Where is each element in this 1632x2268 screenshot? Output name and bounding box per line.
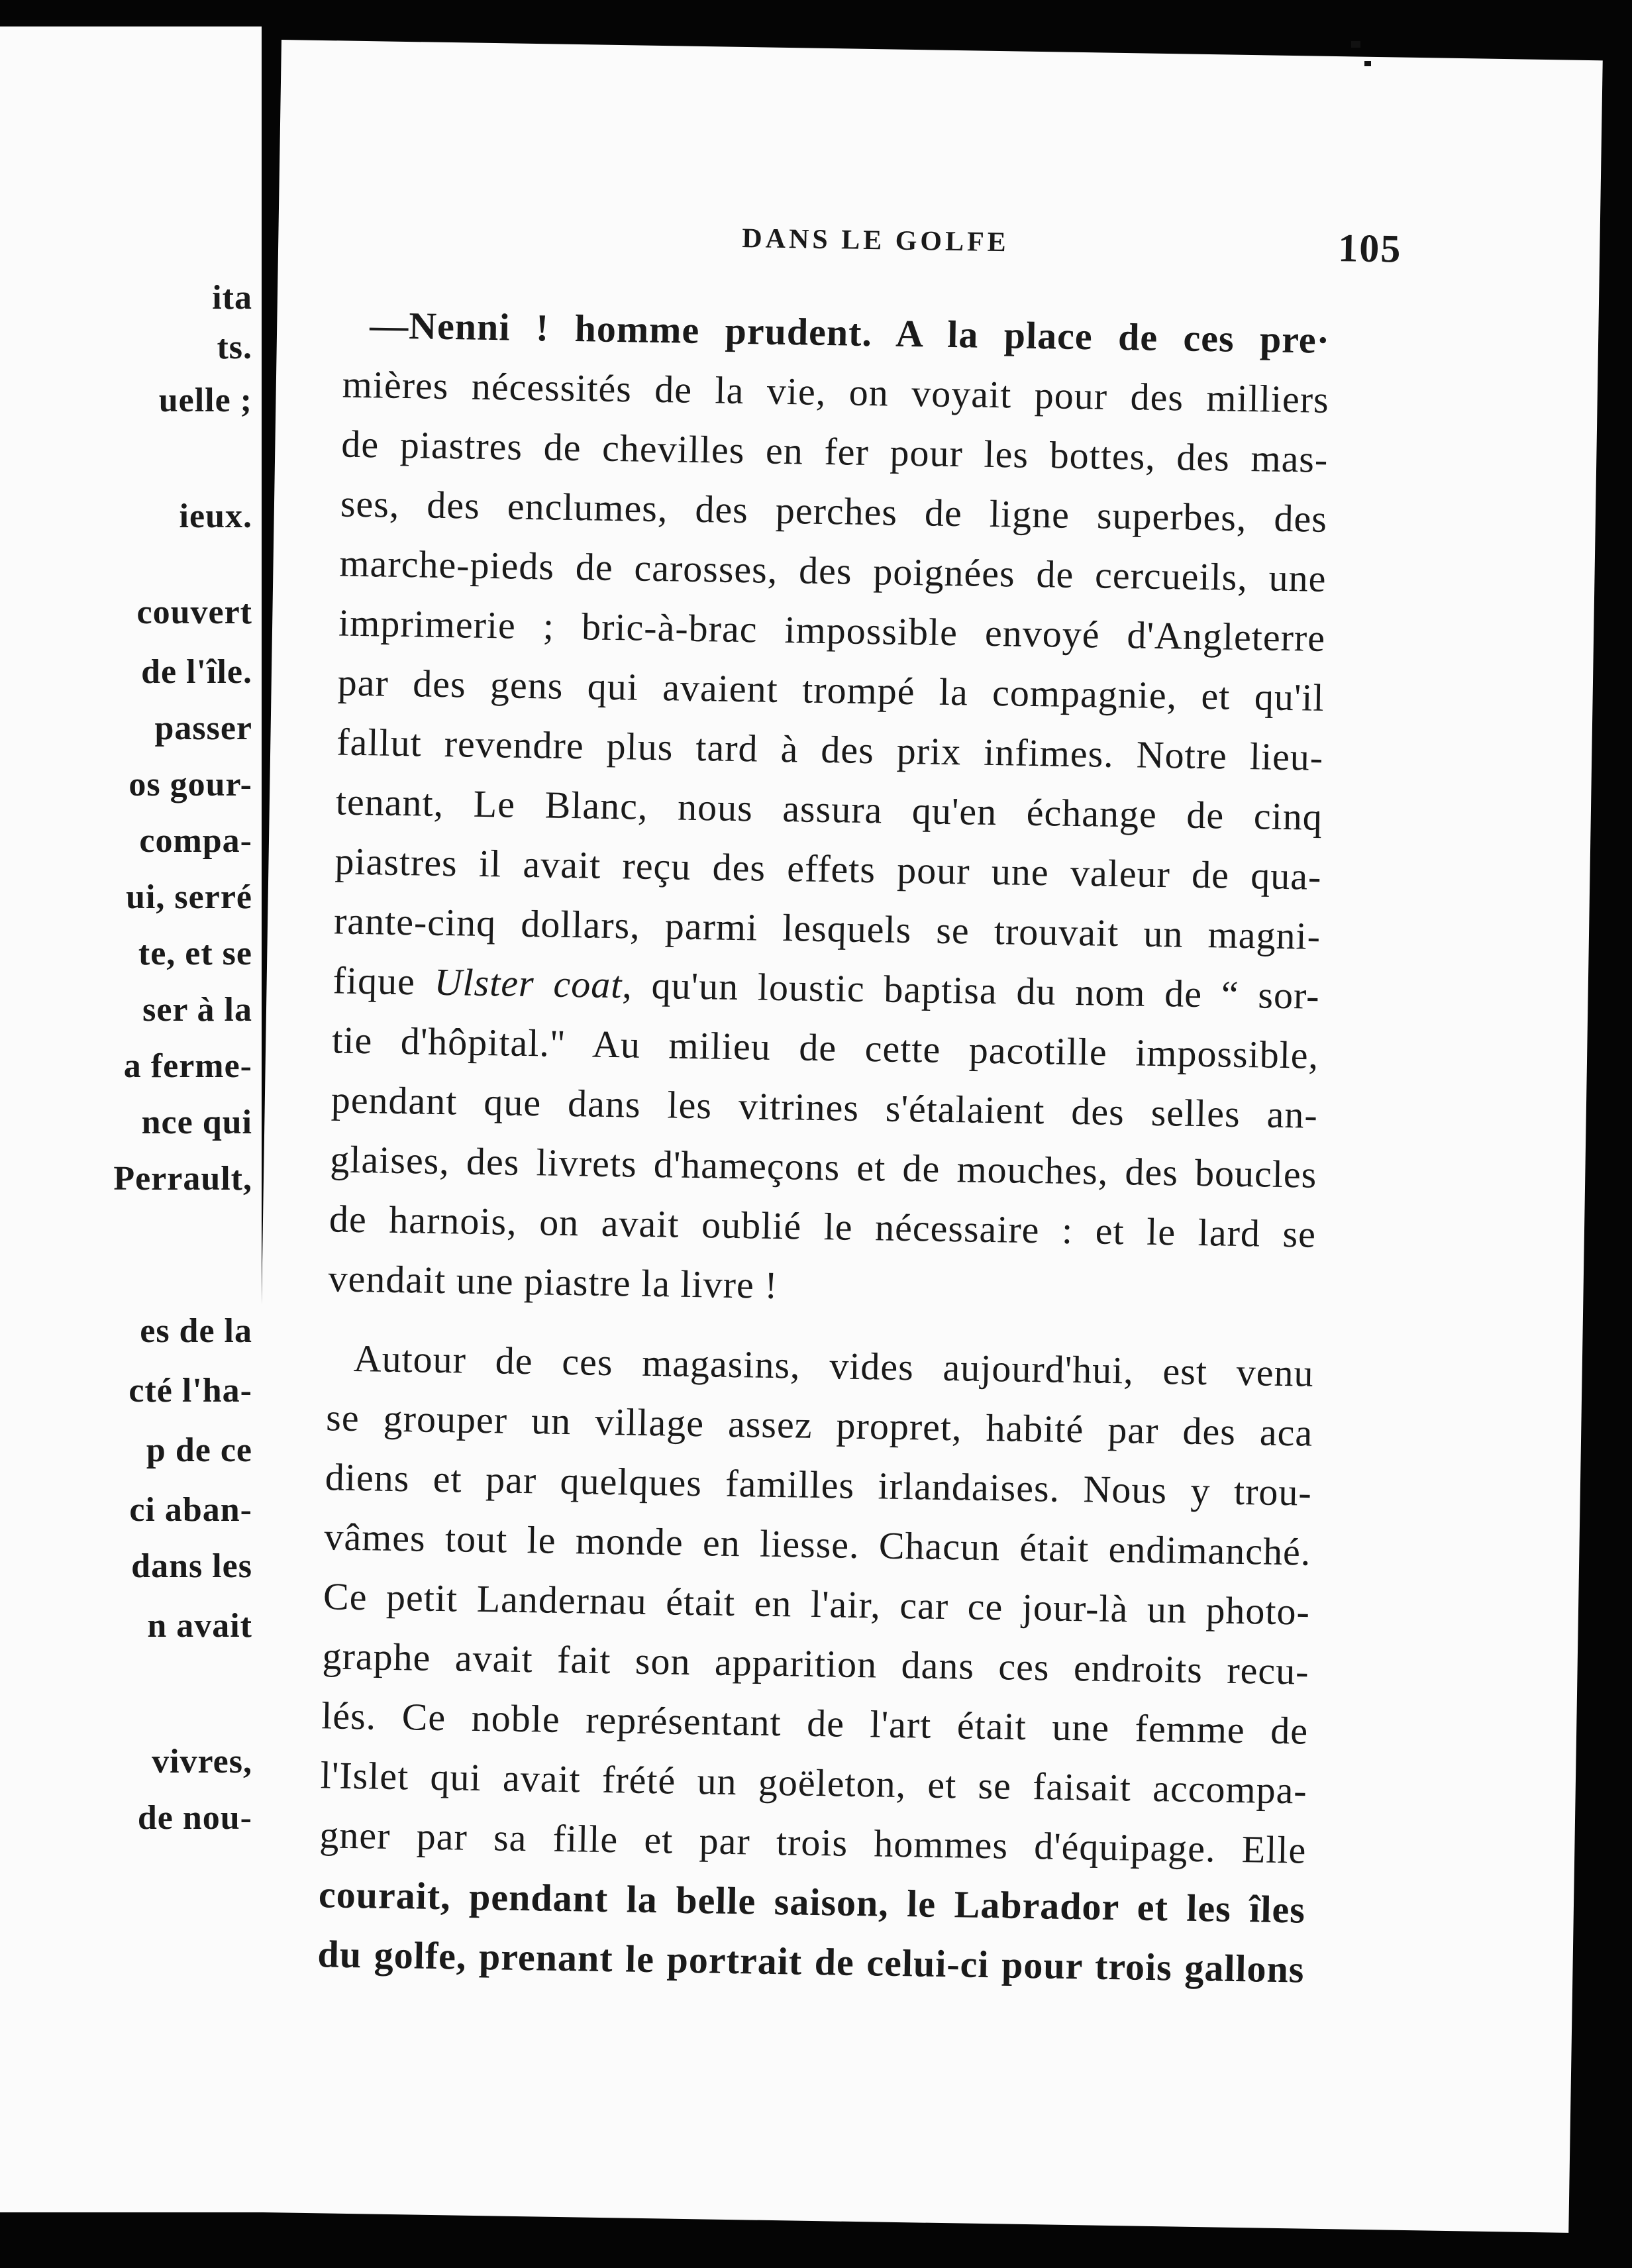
- left-line: de l'île.: [141, 653, 252, 691]
- text-line: mières nécessités de la vie, on voyait pour des milliers: [342, 362, 1330, 421]
- text-line: imprimerie ; bric-à-brac impossible envoyé d'Angleterre: [338, 601, 1326, 660]
- text-line: se grouper un village assez propret, habité par des aca: [325, 1396, 1313, 1455]
- scan-speck: [1364, 61, 1371, 66]
- text-line: Autour de ces magasins, vides aujourd'hui, est venu: [353, 1336, 1315, 1395]
- text-line: marche-pieds de carosses, des poignées de cercueils, une: [339, 541, 1327, 600]
- italic-text-run: Ulster coat: [434, 960, 623, 1007]
- left-line: os gour-: [128, 766, 252, 803]
- text-line: du golfe, prenant le portrait de celui-ci pour trois gallons: [317, 1932, 1305, 1991]
- left-line: ser à la: [142, 991, 252, 1029]
- text-line: tenant, Le Blanc, nous assura qu'en échange de cinq: [335, 780, 1323, 839]
- left-line: a ferme-: [123, 1047, 252, 1085]
- text-line: l'Islet qui avait frété un goëleton, et se faisait accompa-: [320, 1753, 1308, 1812]
- previous-page-fragment: [0, 26, 262, 2212]
- page-edge-shadow: [1600, 73, 1632, 2268]
- left-line: cté l'ha-: [128, 1372, 252, 1410]
- left-line: ci aban-: [129, 1491, 252, 1529]
- text-line: graphe avait fait son apparition dans ces endroits recu-: [322, 1634, 1310, 1693]
- page-number: 105: [1337, 226, 1402, 271]
- text-run: fique: [332, 958, 435, 1004]
- left-line: Perrault,: [113, 1160, 252, 1198]
- left-line: ita: [212, 279, 252, 317]
- text-line: —Nenni ! homme prudent. A la place de ces pre·: [369, 303, 1331, 362]
- left-line: p de ce: [146, 1431, 252, 1469]
- text-line: de harnois, on avait oublié le nécessaire : et le lard se: [329, 1197, 1317, 1256]
- scan-speck: [1351, 41, 1360, 48]
- left-line: passer: [154, 709, 252, 747]
- left-line: ieux.: [179, 497, 252, 535]
- text-line: tie d'hôpital." Au milieu de cette pacotille impossible,: [331, 1018, 1319, 1077]
- left-line: te, et se: [138, 935, 252, 972]
- left-line: ui, serré: [126, 878, 252, 916]
- text-line: pendant que dans les vitrines s'étalaient des selles an-: [331, 1078, 1319, 1137]
- text-line: vâmes tout le monde en liesse. Chacun était endimanché.: [324, 1515, 1311, 1574]
- text-line: diens et par quelques familles irlandaises. Nous y trou-: [325, 1455, 1313, 1514]
- text-run: , qu'un loustic baptisa du nom de “ sor-: [621, 963, 1321, 1017]
- left-line: nce qui: [141, 1104, 252, 1141]
- left-line: n avait: [147, 1607, 252, 1645]
- left-line: vivres,: [152, 1743, 252, 1780]
- left-line: ts.: [217, 329, 252, 366]
- left-line: couvert: [136, 593, 252, 631]
- text-line: courait, pendant la belle saison, le Labrador et les îles: [318, 1873, 1306, 1932]
- left-line: de nou-: [137, 1799, 252, 1837]
- text-line: vendait une piastre la livre !: [328, 1257, 779, 1308]
- text-line: rante-cinq dollars, parmi lesquels se trouvait un magni-: [333, 899, 1321, 958]
- text-line: piastres il avait reçu des effets pour une valeur de qua-: [334, 839, 1322, 898]
- text-line: Ce petit Landernau était en l'air, car ce jour-là un photo-: [323, 1574, 1311, 1633]
- text-line: ses, des enclumes, des perches de ligne superbes, des: [340, 482, 1328, 541]
- text-line: lés. Ce noble représentant de l'art était une femme de: [321, 1694, 1309, 1753]
- running-header: DANS LE GOLFE: [742, 223, 1010, 258]
- text-line: par des gens qui avaient trompé la compagnie, et qu'il: [337, 660, 1325, 719]
- text-line: gner par sa fille et par trois hommes d'équipage. Elle: [319, 1813, 1307, 1872]
- left-line: es de la: [140, 1312, 252, 1350]
- text-line-with-italic: [332, 958, 1321, 1017]
- left-line: compa-: [139, 822, 252, 860]
- text-line: glaises, des livrets d'hameçons et de mouches, des boucles: [329, 1137, 1317, 1196]
- left-line: dans les: [131, 1547, 252, 1585]
- left-line: uelle ;: [158, 382, 252, 419]
- text-line: de piastres de chevilles en fer pour les bottes, des mas-: [340, 422, 1329, 481]
- text-line: fallut revendre plus tard à des prix infimes. Notre lieu-: [336, 720, 1324, 779]
- book-page: [247, 40, 1602, 2233]
